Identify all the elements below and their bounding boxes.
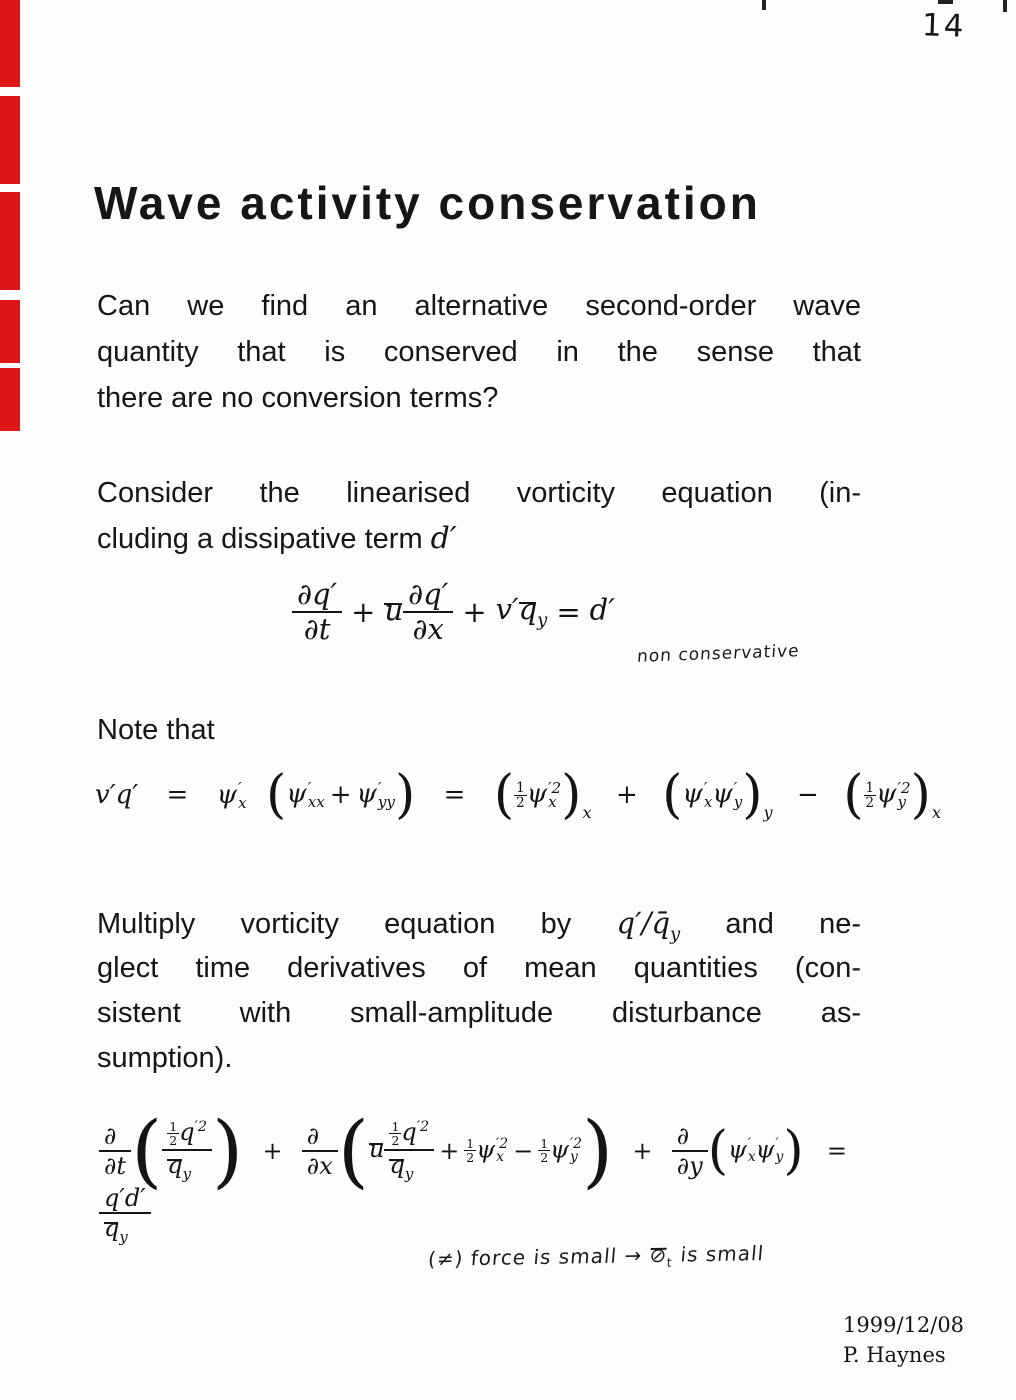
paragraph-line: Multiply vorticity equation by $q'/q̄_y$ and ne- [97,906,861,945]
plus-sign: + [632,1136,653,1165]
laplacian-group: (ψ ′ xx + ψ ′ yy ) [266,765,416,825]
plus-sign: + [615,780,638,811]
page-edge-red-bar [0,0,20,87]
paragraph-text: cluding a dissipative term [97,523,431,555]
note-heading: Note that [97,714,215,746]
paragraph-line: quantity that is conserved in the sense that [97,336,861,368]
scan-artifact [762,0,766,10]
plus-sign: + [351,594,376,629]
handwritten-footnote: (≠) force is small → $⊘_t$ is small [427,1241,766,1271]
lhs-vq: v′q′ [95,780,139,811]
rhs-fraction: $\frac{q'd'}{q_y}$ [99,1184,151,1247]
footer-author: P. Haynes [843,1343,946,1367]
vorticity-paragraph [97,470,861,562]
equals-sign: = [826,1136,847,1165]
u-bar: u [384,592,404,627]
scan-artifact [1003,0,1007,12]
equation-identity [95,765,941,825]
ubar-dqdx-term [384,578,453,646]
page-edge-red-bar [0,300,20,363]
equation-wave-activity [99,1103,856,1247]
ddt-group: $\frac{\partial}{\partial t}$ ( $\frac{1}{2}$ $q^{'2}$ $q_y$ ) [99,1118,243,1184]
paragraph-line: Consider the linearised vorticity equation (in- [97,477,861,509]
circled-symbol: ⊘ [648,1242,669,1268]
half-psix2-group: ( $\frac{1}{2}$ ψ ′2 x )$_x$ [493,765,592,825]
fraction-dqdt: $\frac{\partial q'}{\partial t}$ [292,578,342,646]
page-edge-red-bar [0,96,20,184]
paragraph-line [97,516,861,562]
fraction-dqdx: $\frac{\partial q'}{\partial x}$ [403,578,453,646]
scan-artifact [938,0,953,4]
page-edge-red-bar [0,368,20,431]
page-edge-red-bar [0,192,20,290]
u-bar: u [368,1135,385,1164]
psi-x-term: ψ ′ x [216,779,247,812]
math-d-prime: d′ [430,521,457,556]
footer [843,1310,964,1370]
equals-sign: = [556,594,581,629]
math-q-over-qbar: $q'/q̄_y$ [616,906,681,945]
equals-sign: = [443,780,466,811]
minus-sign: − [797,780,819,811]
q-bar: q [518,591,538,626]
paragraph-line: there are no conversion terms? [97,382,499,414]
paragraph-line: sumption). [97,1042,233,1074]
equation-vorticity [292,578,615,646]
multiply-paragraph [97,901,861,1081]
paragraph-line: sistent with small-amplitude disturbance as- [97,997,861,1029]
half-psiy2-group: ( $\frac{1}{2}$ ψ ′2 y )$_x$ [843,765,941,825]
ddx-group: $\frac{\partial}{\partial x}$ (u $\frac{1}{2}$ $q^{'2}$ $q_y$ + $\frac{1}{2}$ ψ ′2 x − $\frac{1}{2}$ ψ ′2 y ) [302,1118,613,1184]
page-title: Wave activity conservation [94,177,761,229]
equals-sign: = [166,780,189,811]
psix-psiy-group: (ψ ′ x ψ ′ y )$_y$ [662,765,773,825]
intro-paragraph [97,283,861,421]
annotation-non-conservative: non conservative [636,641,801,667]
ddy-group: $\frac{\partial}{\partial y}$ (ψ ′ x ψ ′ y ) [672,1122,804,1180]
v-qbar-term: $v'q_y$ [495,591,548,631]
d-prime: d′ [589,592,615,627]
page-number: 14 [921,7,967,45]
paragraph-line: glect time derivatives of mean quantities (con- [97,952,861,984]
paragraph-line: Can we find an alternative second-order wave [97,290,861,322]
plus-sign: + [262,1136,283,1165]
footer-date: 1999/12/08 [843,1313,965,1337]
plus-sign: + [462,594,487,629]
